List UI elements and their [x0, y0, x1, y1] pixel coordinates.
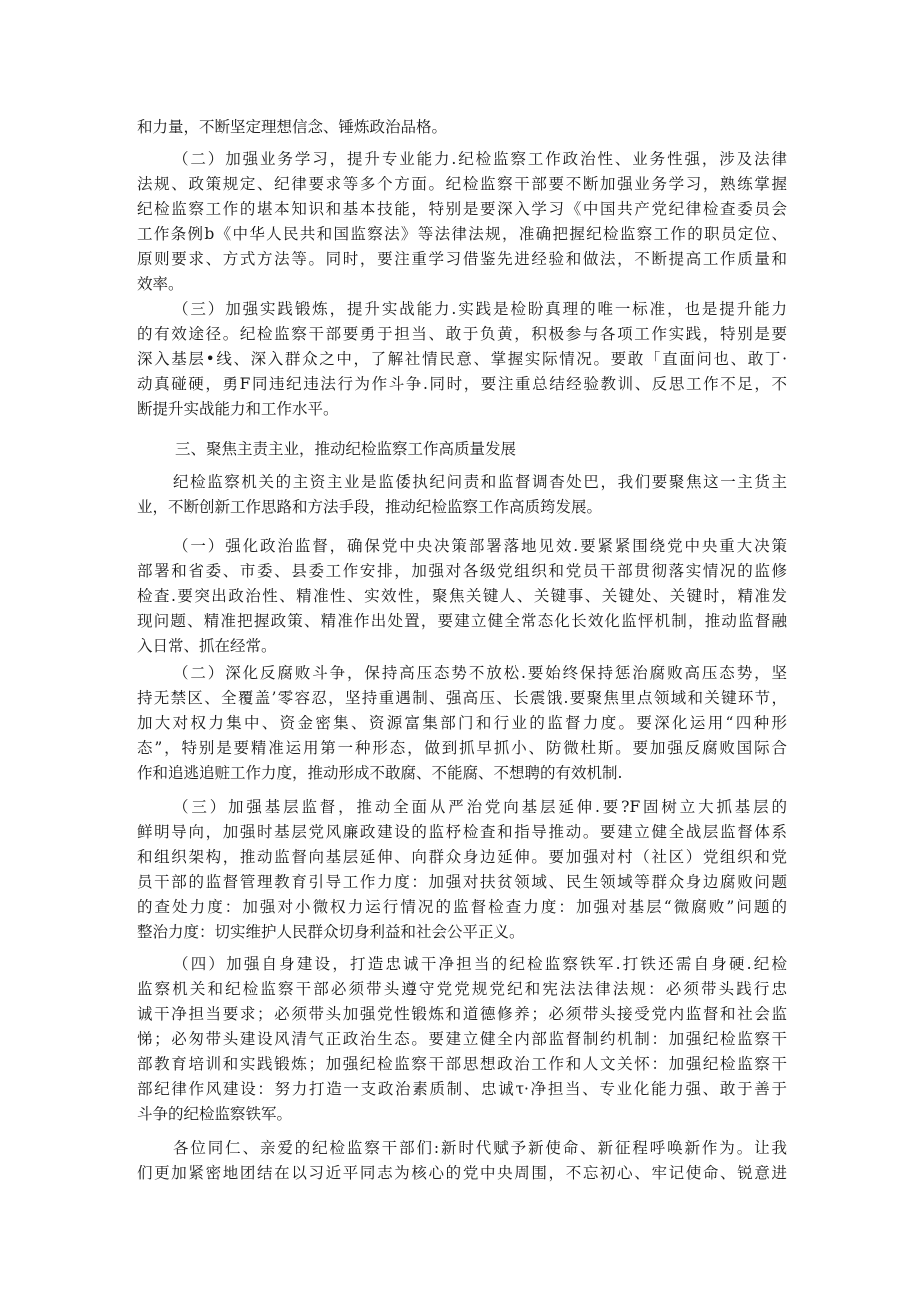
paragraph-line: 断提升实战能力和工作水平。 — [137, 400, 339, 418]
paragraph-line: 诚干净担当要求；必须带头加强党性锻炼和道德修养；必须带头接受党内监督和社会监 — [137, 1005, 787, 1023]
paragraph-line: 加大对权力集中、资金密集、资源富集部门和行业的监督力度。要深化运用“四种形 — [137, 714, 787, 732]
paragraph-line: 动真碰硬，勇F同违纪违法行为作斗争.同时，要注重总结经验教训、反思工作不足，不 — [137, 375, 787, 393]
paragraph-line: 和组织架构，推动监督向基层延伸、向群众身边延伸。要加强对村（社区）党组织和党 — [137, 848, 787, 866]
paragraph-line: 部纪律作风建设：努力打造一支政治素质制、忠诚τ·净担当、专业化能力强、敢于善于 — [137, 1080, 787, 1098]
paragraph-line: 部教育培训和实践锻炼；加强纪检监察干部思想政治工作和人文关怀：加强纪检监察干 — [137, 1055, 787, 1073]
paragraph-5 — [137, 534, 787, 659]
paragraph-line: 员干部的监督管理教育引导工作力度：加强对扶贫领域、民生领域等群众身边腐败问题 — [137, 873, 787, 891]
paragraph-8 — [137, 952, 787, 1127]
paragraph-1 — [137, 115, 787, 140]
paragraph-line: 持无禁区、全覆盖’零容忍，坚持重遇制、强高压、长震饿.要聚焦里点领域和关键环节， — [137, 689, 787, 707]
paragraph-line: 悌；必匆带头建设风清气正政治生态。要建立健全内部监督制约机制：加强纪检监察干 — [137, 1030, 787, 1048]
paragraph-line: 鲜明导向，加强时基层党风廉政建设的监杼检査和指导推动。要建立健全战层监督体系 — [137, 823, 787, 841]
paragraph-line: 效率。 — [137, 275, 184, 293]
paragraph-line: 检査.要突出政治性、精准性、实效性，聚焦关键人、关键事、关键处、关键时，精准发 — [137, 587, 787, 605]
paragraph-line: 的查处力度：加强对小微权力运行情况的监督检查力度：加强对基层“微腐败”问题的 — [137, 898, 787, 916]
paragraph-4 — [137, 470, 787, 520]
paragraph-line: 业，不断创新工作思路和方法手段，推动纪检监察工作高质筠发展。 — [137, 498, 603, 516]
paragraph-2 — [137, 147, 787, 297]
paragraph-line: （四）加强自身建设，打造忠诚干净担当的纪检监察铁军.打铁还需自身硬.纪检 — [173, 955, 787, 973]
paragraph-line: 纪检监察工作的堪本知识和基本技能，特别是要深入学习《中国共产党纪律检查委员会 — [137, 200, 787, 218]
paragraph-line: 的有效途径。纪检监察干部要勇于担当、敢于负黄，积极参与各项工作实践，特别是要 — [137, 325, 787, 343]
section-heading-text: 三、聚焦主责主业，推动纪检监察工作高质量发展 — [175, 440, 517, 458]
paragraph-6 — [137, 661, 787, 786]
paragraph-line: 现问题、精准把握政策、精准作出处置，要建立健全常态化长效化监怦机制，推动监督融 — [137, 612, 787, 630]
section-heading — [175, 437, 516, 462]
paragraph-line: （三）加强实践锻炼，提升实战能力.实践是检盼真理的唯一标准，也是提升能力 — [173, 300, 787, 318]
paragraph-line: 各位同仁、亲爱的纪检监察干部们:新时代赋予新使命、新征程呼唤新作为。让我 — [173, 1139, 787, 1157]
paragraph-line: （三）加强基层监督，推动全面从严治党向基层延伸.要?F固树立大抓基层的 — [173, 798, 787, 816]
paragraph-line: 法规、政策规定、纪律要求等多个方面。纪检监察干部要不断加强业务学习，熟练掌握 — [137, 175, 787, 193]
paragraph-line: （一）强化政治监督，确保党中央决策部署落地见效.要紧紧围绕党中央重大决策 — [173, 537, 787, 555]
paragraph-7 — [137, 795, 787, 945]
paragraph-line: 工作条例b《中华人民共和国监察法》等法律法规，准确把握纪检监察工作的职员定位、 — [137, 225, 787, 243]
paragraph-line: 斗争的纪检监察铁军。 — [137, 1105, 293, 1123]
paragraph-line: 原则要求、方式方法等。同时，要注重学习借鉴先进经验和做法，不断提高工作质量和 — [137, 250, 787, 268]
paragraph-line: 深入基层•线、深入群众之中，了解社情民意、掌握实际情况。要敢「直面问也、敢丁· — [137, 350, 787, 368]
paragraph-line: 入日常、抓在经常。 — [137, 637, 277, 655]
paragraph-line: 态”，特别是要精准运用第一种形态，做到抓早抓小、防微杜斯。要加强反腐败国际合 — [137, 739, 787, 757]
paragraph-line: （二）加强业务学习，提升专业能力.纪检监察工作政治性、业务性强，涉及法律 — [173, 150, 787, 168]
paragraph-line: 监察机关和纪检监察干部必须带头遵守党党规党纪和宪法法律法规：必须带头践行忠 — [137, 980, 787, 998]
paragraph-line: 作和追逃追赃工作力度，推动形成不敢腐、不能腐、不想聘的有效机制. — [137, 764, 623, 782]
paragraph-9 — [137, 1136, 787, 1186]
paragraph-line: 纪检监察机关的主资主业是监倭执纪问责和监督调杳处巴，我们要聚焦这一主货主 — [173, 473, 787, 491]
paragraph-line: （二）深化反腐败斗争，保持高压态势不放松.要始终保持惩治腐败高压态势，坚 — [173, 664, 787, 682]
paragraph-line: 和力量，不断坚定理想信念、锤炼政治品格。 — [137, 118, 448, 136]
paragraph-line: 们更加紧密地团结在以习近平同志为核心的党中央周围，不忘初心、牢记使命、锐意进 — [137, 1164, 787, 1182]
paragraph-line: 部署和省委、市委、县委工作安排，加强对各级党组织和党员干部贯彻落实情况的监修 — [137, 562, 787, 580]
paragraph-line: 整治力度：切实维护人民群众切身利益和社会公平正义。 — [137, 923, 525, 941]
paragraph-3 — [137, 297, 787, 422]
